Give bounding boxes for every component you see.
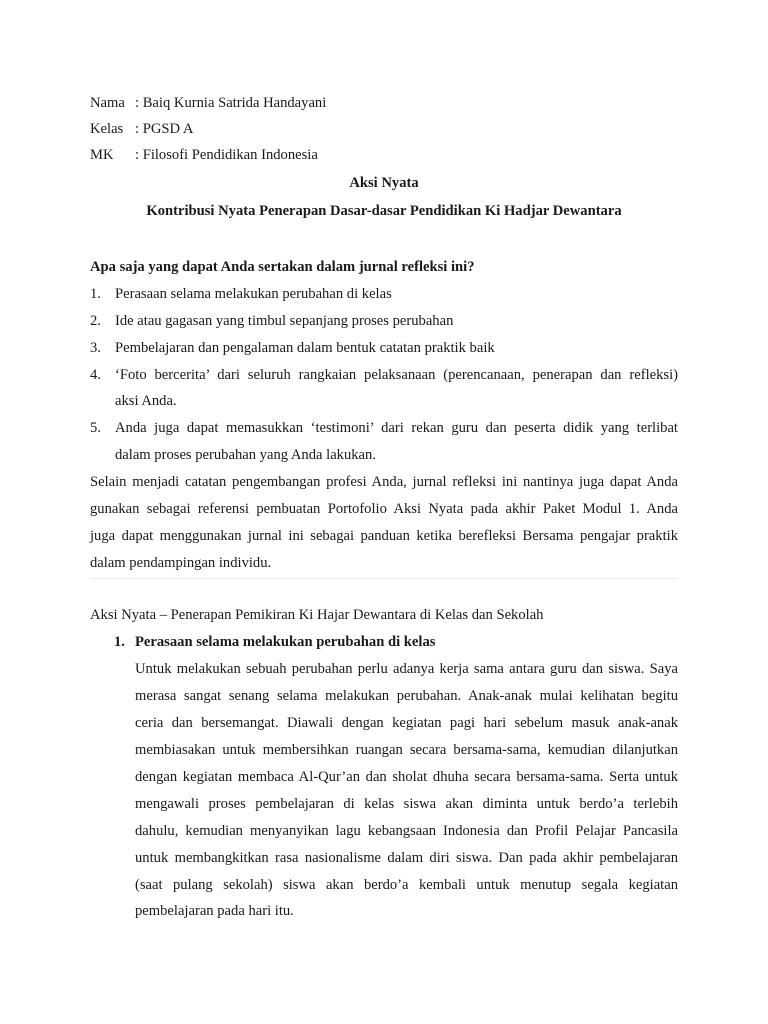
paragraph-line: Selain menjadi catatan pengembangan profesi Anda, jurnal refleksi ini nantinya juga dapat Anda xyxy=(90,474,678,490)
section-title: Aksi Nyata – Penerapan Pemikiran Ki Hajar Dewantara di Kelas dan Sekolah xyxy=(90,607,544,623)
list-item: Ide atau gagasan yang timbul sepanjang proses perubahan xyxy=(115,313,454,329)
body-line: untuk membangkitkan rasa nasionalisme dalam diri siswa. Dan pada akhir pembelajaran xyxy=(135,850,678,866)
divider xyxy=(90,578,678,579)
list-item: Perasaan selama melakukan perubahan di kelas xyxy=(115,286,392,302)
course-label: MK xyxy=(90,147,114,163)
list-item-continuation: aksi Anda. xyxy=(115,393,177,409)
document-title: Aksi Nyata xyxy=(349,175,419,191)
class-value: : PGSD A xyxy=(135,121,194,137)
list-item: Anda juga dapat memasukkan ‘testimoni’ dari rekan guru dan peserta didik yang terlibat xyxy=(115,420,678,436)
section-item-heading: Perasaan selama melakukan perubahan di kelas xyxy=(135,634,436,650)
section-item-number: 1. xyxy=(114,634,125,650)
paragraph-line: gunakan sebagai referensi pembuatan Portofolio Aksi Nyata pada akhir Paket Modul 1. Anda xyxy=(90,501,678,517)
list-item: ‘Foto bercerita’ dari seluruh rangkaian pelaksanaan (perencanaan, penerapan dan refleksi) xyxy=(115,367,678,383)
paragraph-line: dalam pendampingan individu. xyxy=(90,555,272,571)
name-label: Nama xyxy=(90,95,125,111)
class-label: Kelas xyxy=(90,121,124,137)
course-value: : Filosofi Pendidikan Indonesia xyxy=(135,147,318,163)
name-value: : Baiq Kurnia Satrida Handayani xyxy=(135,95,327,111)
list-number: 1. xyxy=(90,286,101,302)
paragraph-line: juga dapat menggunakan jurnal ini sebagai panduan ketika berefleksi Bersama pengajar praktik xyxy=(90,528,678,544)
body-line: merasa sangat senang selama melakukan perubahan. Anak-anak mulai kelihatan begitu xyxy=(135,688,678,704)
body-line: dahulu, kemudian menyanyikan lagu kebangsaan Indonesia dan Profil Pelajar Pancasila xyxy=(135,823,678,839)
body-line: (saat pulang sekolah) siswa akan berdo’a kembali untuk menutup segala kegiatan xyxy=(135,877,678,893)
document-subtitle: Kontribusi Nyata Penerapan Dasar-dasar Pendidikan Ki Hadjar Dewantara xyxy=(146,203,622,219)
body-line: membiasakan untuk membersihkan ruangan secara bersama-sama, kemudian dilanjutkan xyxy=(135,742,678,758)
list-number: 3. xyxy=(90,340,101,356)
question-heading: Apa saja yang dapat Anda sertakan dalam jurnal refleksi ini? xyxy=(90,259,475,275)
list-item-continuation: dalam proses perubahan yang Anda lakukan. xyxy=(115,447,376,463)
body-line: mengawali proses pembelajaran di kelas siswa akan diminta untuk berdo’a terlebih xyxy=(135,796,678,812)
list-item: Pembelajaran dan pengalaman dalam bentuk catatan praktik baik xyxy=(115,340,495,356)
list-number: 5. xyxy=(90,420,101,436)
body-line: Untuk melakukan sebuah perubahan perlu adanya kerja sama antara guru dan siswa. Saya xyxy=(135,661,678,677)
list-number: 2. xyxy=(90,313,101,329)
body-line: ceria dan bersemangat. Diawali dengan kegiatan pagi hari sebelum masuk anak-anak xyxy=(135,715,678,731)
list-number: 4. xyxy=(90,367,101,383)
body-line: dengan kegiatan membaca Al-Qur’an dan sholat dhuha secara bersama-sama. Serta untuk xyxy=(135,769,678,785)
body-line: pembelajaran pada hari itu. xyxy=(135,903,294,919)
